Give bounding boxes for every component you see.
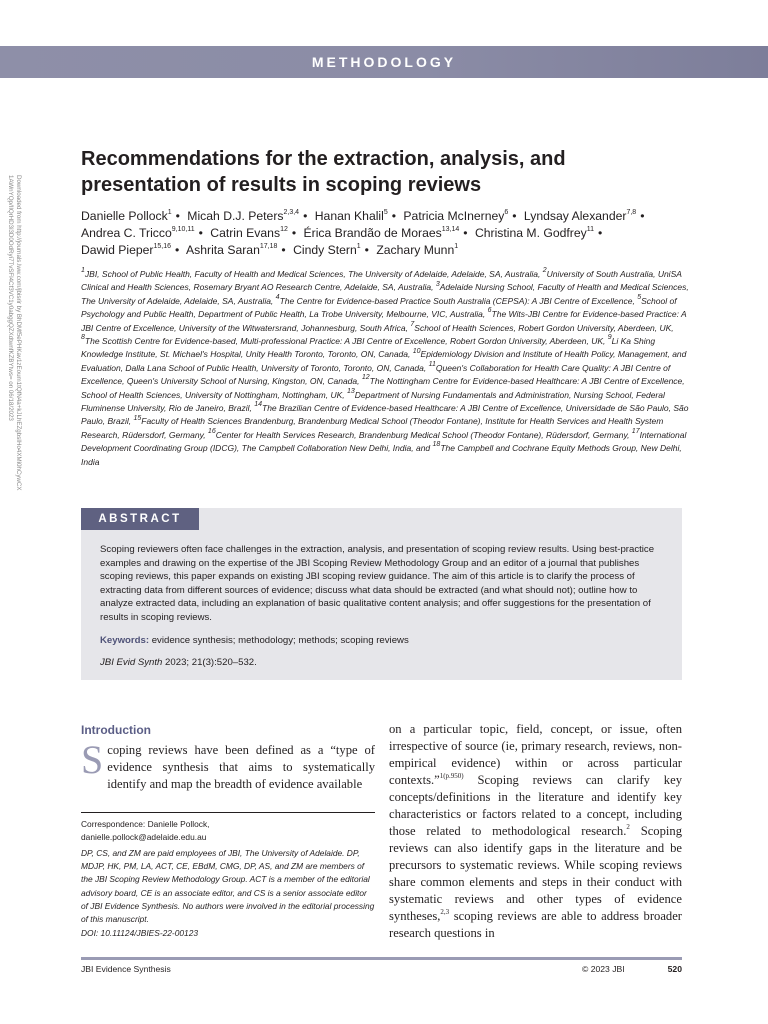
citation-line [100, 656, 670, 669]
affiliation-number: 5 [637, 293, 642, 301]
author-separator: • [463, 226, 468, 240]
affiliation-number: 6 [487, 307, 492, 315]
affiliations [81, 268, 689, 469]
affiliation-number: 15 [133, 414, 142, 422]
author-affiliation-ref: 7,8 [626, 208, 637, 216]
author [81, 243, 183, 257]
article-title: Recommendations for the extraction, analysis, and presentation of results in scoping reviews [81, 148, 566, 196]
author-separator: • [291, 226, 297, 240]
intro-right-text-3: Scoping reviews can also identify gaps in the literature and be precursors to systematic reviews. While scoping reviews share common elements and steps in their conduct with systematic reviews and other types of evidence syntheses, [389, 824, 682, 923]
affiliation-text: School of Psychology and Public Health, Department of Public Health, La Trobe University, Melbourne, VIC, Australia, [81, 295, 677, 320]
affiliation-text: Epidemiology Division and Institute of Health Policy, Management, and Evaluation, Dalla Lana School of Public Health, University of Toronto, Toronto, ON, Canada, [81, 349, 687, 373]
author-separator: • [175, 209, 180, 223]
keywords-line [100, 634, 670, 647]
affiliation-text: Li Ka Shing Knowledge Institute, St. Michael's Hospital, Unity Health Toronto, Toronto, ON, Canada, [81, 336, 656, 360]
intro-right-text-4: scoping reviews are able to address broader research questions in [389, 909, 682, 940]
affiliation-number: 3 [435, 280, 440, 288]
author-name: Lyndsay Alexander [523, 209, 627, 223]
footer-journal: JBI Evidence Synthesis [81, 964, 171, 974]
author-affiliation-ref: 1 [167, 208, 172, 216]
doi[interactable]: DOI: 10.11124/JBIES-22-00123 [81, 928, 199, 938]
author-affiliation-ref: 15,16 [153, 242, 172, 250]
author-separator: • [281, 243, 286, 257]
author [315, 209, 400, 223]
author [376, 243, 458, 257]
author [81, 226, 207, 240]
author-name: Érica Brandão de Moraes [303, 226, 442, 240]
drop-cap: S [81, 737, 104, 782]
author-affiliation-ref: 2,3,4 [283, 208, 300, 216]
author-affiliation-ref: 17,18 [259, 242, 278, 250]
ref-3[interactable]: 2,3 [440, 907, 450, 916]
author-name: Andrea C. Tricco [81, 226, 172, 240]
author-name: Patricia McInerney [403, 209, 505, 223]
author [304, 226, 472, 240]
author-separator: • [597, 226, 603, 240]
correspondence-label: Correspondence: Danielle Pollock, [81, 819, 210, 829]
author-separator: • [364, 243, 369, 257]
author-name: Micah D.J. Peters [187, 209, 284, 223]
author [187, 209, 311, 223]
author-list [81, 208, 701, 259]
affiliation-text: Queen's Collaboration for Health Care Quality: A JBI Centre of Excellence, Queen's University School of Nursing, Kingston, ON, Canada, [81, 362, 671, 387]
citation-details: 2023; 21(3):520–532. [162, 657, 257, 668]
affiliation-number: 9 [607, 334, 612, 342]
author-name: Christina M. Godfrey [474, 226, 587, 240]
intro-right-column [389, 721, 682, 942]
author-name: Catrin Evans [210, 226, 281, 240]
author [81, 209, 184, 223]
author-separator: • [512, 209, 517, 223]
author-affiliation-ref: 11 [586, 225, 594, 233]
affiliation-number: 11 [428, 361, 436, 369]
author-name: Dawid Pieper [81, 243, 154, 257]
affiliation-text: Center for Health Services Research, Brandenburg Medical School (Theodor Fontane), Rüdersdorf, Germany, [215, 429, 632, 440]
abstract-text: Scoping reviewers often face challenges in the extraction, analysis, and presentation of scoping review results. Using best-practice examples and drawing on the expertise of the JBI Scoping Review Methodology Group and an editor of a journal that publishes scoping reviews, this paper expands on existing JBI scoping review guidance. The aim of this article is to clarify the process of extracting data from different sources of evidence; discuss what data should be extracted (and what should not); outline how to analyze extracted data, including an explanation of basic qualitative content analysis; and offer suggestions for the presentation of results in scoping reviews. [100, 544, 655, 623]
author [475, 226, 606, 240]
disclosure-note: DP, CS, and ZM are paid employees of JBI, The University of Adelaide. DP, MDJP, HK, PM, LA, ACT, CE, EBdM, CMG, DP, AS, and ZM are members of the JBI Scoping Review Methodology Group. ACT is a member of the editorial advisory board, CE is an associate editor, and CS is a senior associate editor of JBI Evidence Synthesis. No authors were involved in the editorial processing of this manuscript. [81, 848, 375, 925]
affiliation-number: 2 [542, 267, 547, 275]
intro-left-text: coping reviews have been defined as a “type of evidence synthesis that aims to systematically identify and map the breadth of evidence available [107, 743, 375, 791]
affiliation-text: Adelaide Nursing School, Faculty of Health and Medical Sciences, The University of Adelaide, Adelaide, SA, Australia, [81, 282, 689, 306]
author-name: Hanan Khalil [314, 209, 384, 223]
author-affiliation-ref: 6 [504, 208, 509, 216]
footer-divider [81, 957, 682, 960]
footer-right [582, 964, 682, 974]
page-number: 520 [667, 964, 682, 974]
author-separator: • [198, 226, 203, 240]
footnote-divider [81, 812, 375, 813]
affiliation-number: 10 [412, 347, 421, 355]
author-affiliation-ref: 12 [280, 225, 288, 233]
download-note-line-1: Downloaded from http://journals.lww.com/jbisrir by BhDMf5ePHKav1zEoum1tQfN4a+kJLhEZgbsIHo4XMi0hCywCX [15, 175, 22, 491]
affiliation-text: Faculty of Health Sciences Brandenburg, Brandenburg Medical School (Theodor Fontane), Institute for Health Services and Health System Research, Rüdersdorf, Germany, [81, 416, 664, 440]
affiliation-text: School of Health Sciences, Robert Gordon University, Aberdeen, UK, [414, 322, 674, 333]
intro-right-text-1: on a particular topic, field, concept, or issue, often irrespective of source (ie, primary research, reviews, non-empirical evidence) within or across particular contexts.” [389, 722, 682, 787]
affiliation-text: University of South Australia, UniSA Clinical and Health Sciences, Rosemary Bryant AO Research Centre, Adelaide, SA, Australia, [81, 269, 682, 293]
section-banner [0, 46, 768, 78]
affiliation-number: 18 [432, 441, 441, 449]
author-affiliation-ref: 1 [454, 242, 459, 250]
affiliation-number: 4 [275, 293, 280, 301]
keywords-label: Keywords: [100, 635, 150, 646]
author-name: Ashrita Saran [186, 243, 260, 257]
abstract-label: ABSTRACT [81, 508, 199, 530]
author-affiliation-ref: 1 [356, 242, 361, 250]
author-name: Danielle Pollock [81, 209, 168, 223]
affiliation-number: 16 [207, 428, 216, 436]
abstract-box [81, 508, 682, 680]
affiliation-text: JBI, School of Public Health, Faculty of Health and Medical Sciences, The University of Adelaide, Adelaide, SA, Australia, [84, 269, 543, 279]
author-separator: • [640, 209, 645, 223]
correspondence [81, 818, 375, 844]
author [403, 209, 520, 223]
section-label: METHODOLOGY [311, 54, 457, 70]
author-affiliation-ref: 5 [383, 208, 388, 216]
author-name: Cindy Stern [293, 243, 357, 257]
author-separator: • [303, 209, 308, 223]
affiliation-number: 8 [81, 334, 85, 342]
intro-left-column [81, 737, 375, 793]
affiliation-number: 1 [81, 267, 85, 275]
author [524, 209, 649, 223]
author-affiliation-ref: 9,10,11 [171, 225, 195, 233]
download-note-line-2: 1AWnYQp/IlQrHD3i3D0OdRyi7TvSFl4Cf3VC1y0abggQZXdtwnfKZBYtws= on 06/18/2023 [7, 175, 14, 421]
author-separator: • [175, 243, 180, 257]
affiliation-text: The Scottish Centre for Evidence-based, Multi-professional Practice: A JBI Centre of Excellence, Robert Gordon University, Aberdeen, UK, [84, 336, 608, 347]
introduction-heading: Introduction [81, 723, 151, 737]
download-watermark [2, 175, 28, 615]
affiliation-text: The Nottingham Centre for Evidence-based Healthcare: A JBI Centre of Excellence, School of Health Sciences, University of Nottingham, Nottingham, UK, [81, 376, 685, 400]
affiliation-number: 7 [410, 320, 415, 328]
intro-right-text-2: Scoping reviews can clarify key concepts/definitions in the literature and identify key characteristics or factors related to a concept, including those related to methodological research. [389, 773, 682, 838]
author-name: Zachary Munn [376, 243, 455, 257]
affiliation-text: The Wits-JBI Centre for Evidence-based Practice: A JBI Centre of Excellence, University of the Witwatersrand, Johannesburg, South Africa, [81, 309, 687, 333]
affiliation-number: 14 [254, 401, 263, 409]
author-separator: • [391, 209, 397, 223]
affiliation-text: The Brazilian Centre of Evidence-based Healthcare: A JBI Centre of Excellence, Universidade de São Paulo, São Paulo, Brazil, [81, 403, 689, 427]
affiliation-text: The Campbell and Cochrane Equity Methods Group, New Delhi, India [81, 443, 682, 467]
keywords-value: evidence synthesis; methodology; methods; scoping reviews [151, 635, 409, 646]
author [210, 226, 300, 240]
affiliation-number: 13 [346, 387, 355, 395]
ref-2[interactable]: 2 [626, 822, 630, 831]
affiliation-text: Department of Nursing Fundamentals and Administration, Nursing School, Federal Fluminense University, Rio de Janeiro, Brazil, [81, 389, 665, 414]
ref-1[interactable]: 1(p.950) [439, 771, 464, 780]
journal-abbrev: JBI Evid Synth [100, 657, 163, 668]
footer-copyright: © 2023 JBI [582, 964, 625, 974]
affiliation-text: International Development Coordinating Group (IDCG), The Campbell Collaboration New Delhi, India, and [81, 429, 687, 454]
author [293, 243, 373, 257]
author-affiliation-ref: 13,14 [441, 225, 460, 233]
affiliation-number: 12 [361, 374, 370, 382]
author [186, 243, 290, 257]
correspondence-email[interactable]: danielle.pollock@adelaide.edu.au [81, 832, 207, 843]
affiliation-number: 17 [631, 428, 640, 436]
affiliation-text: The Centre for Evidence-based Practice South Australia (CEPSA): A JBI Centre of Excellence, [279, 295, 638, 306]
